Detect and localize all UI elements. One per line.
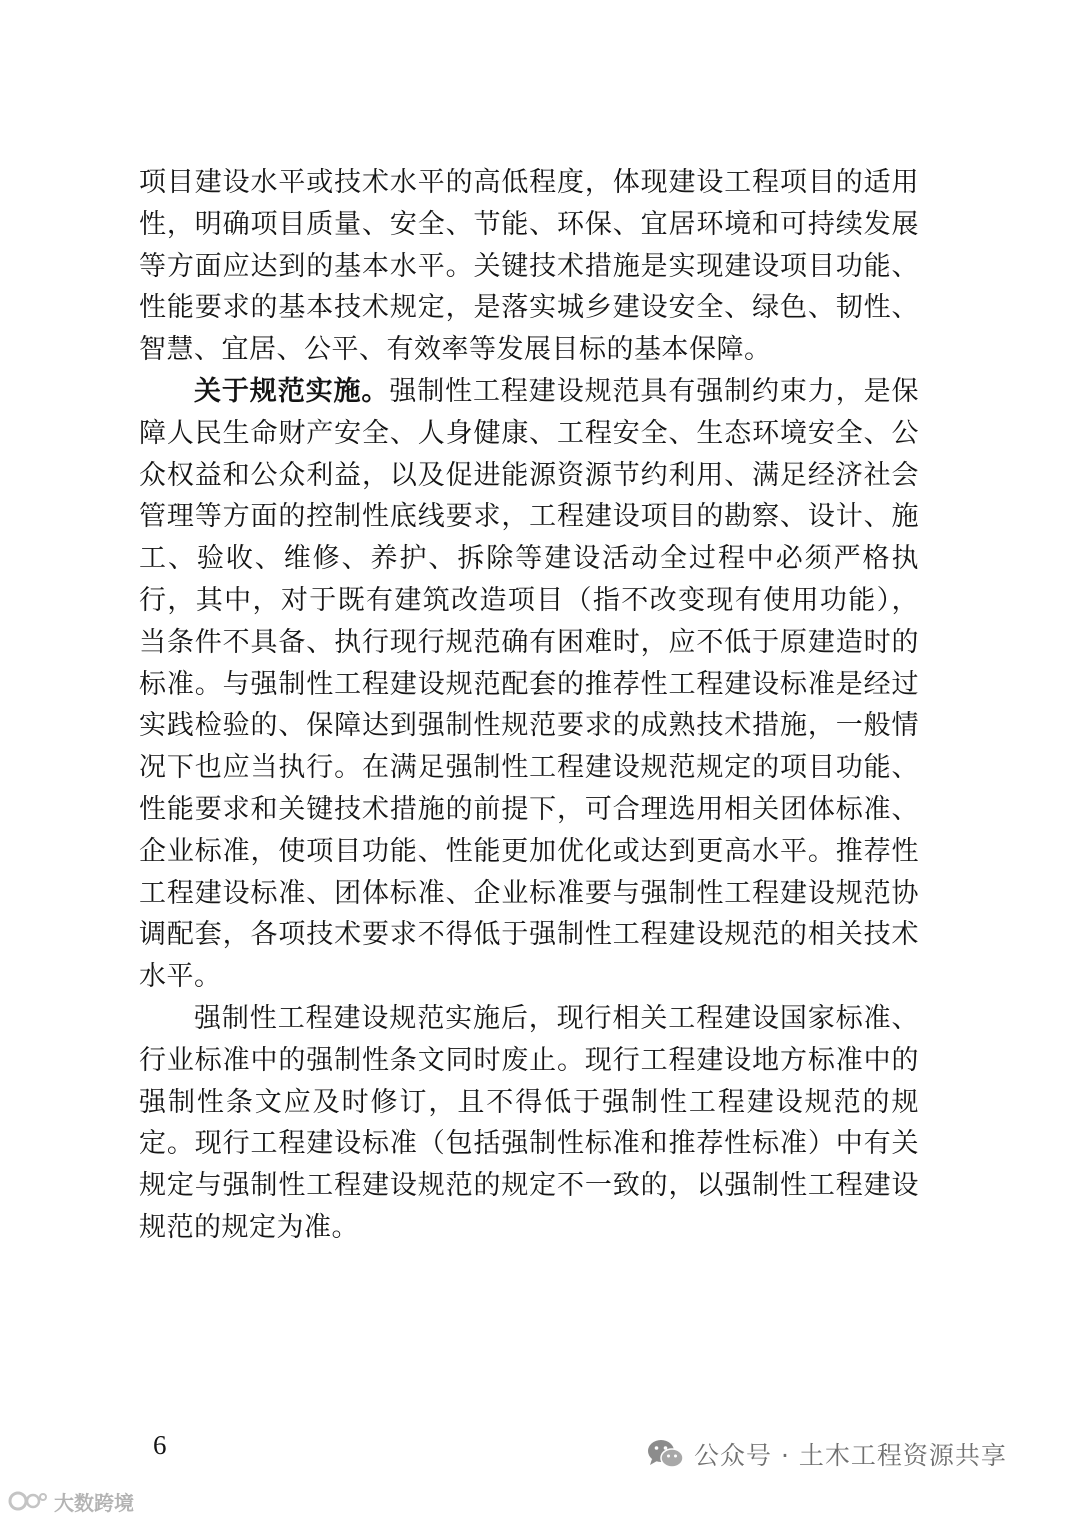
paragraph-2 (139, 371, 919, 998)
text-line: 障人民生命财产安全、人身健康、工程安全、生态环境安全、公 (139, 417, 919, 449)
text-line: 水平。 (139, 961, 222, 993)
section-heading: 关于规范实施。 (194, 376, 390, 407)
watermark-text: 公众号 · 土木工程资源共享 (694, 1441, 1007, 1470)
text-line: 工、验收、维修、养护、拆除等建设活动全过程中必须严格执 (139, 543, 919, 575)
text-line: 项目建设水平或技术水平的高低程度，体现建设工程项目的适用 (139, 167, 919, 198)
text-line: 标准。与强制性工程建设规范配套的推荐性工程建设标准是经过 (139, 668, 919, 700)
text-line: 性能要求和关键技术措施的前提下，可合理选用相关团体标准、 (139, 793, 919, 825)
text-line: 定。现行工程建设标准（包括强制性标准和推荐性标准）中有关 (139, 1128, 919, 1160)
brand-watermark (8, 1486, 134, 1516)
page-number: 6 (153, 1430, 167, 1460)
wechat-icon (646, 1438, 684, 1470)
text-line: 况下也应当执行。在满足强制性工程建设规范规定的项目功能、 (139, 752, 919, 784)
text-line: 调配套，各项技术要求不得低于强制性工程建设规范的相关技术 (139, 919, 919, 951)
text-line: 智慧、宜居、公平、有效率等发展目标的基本保障。 (139, 334, 772, 366)
text-line: 众权益和公众利益，以及促进能源资源节约利用、满足经济社会 (139, 459, 919, 491)
text-line: 性能要求的基本技术规定，是落实城乡建设安全、绿色、韧性、 (139, 292, 919, 324)
text-line: 性，明确项目质量、安全、节能、环保、宜居环境和可持续发展 (139, 208, 919, 240)
text-line: 规范的规定为准。 (139, 1211, 359, 1243)
text-line: 管理等方面的控制性底线要求，工程建设项目的勘察、设计、施 (139, 501, 919, 533)
text-line: 企业标准，使项目功能、性能更加优化或达到更高水平。推荐性 (139, 835, 919, 867)
paragraph-3 (139, 998, 919, 1249)
text-line: 行业标准中的强制性条文同时废止。现行工程建设地方标准中的 (139, 1044, 919, 1076)
text-line: 强制性条文应及时修订，且不得低于强制性工程建设规范的规 (139, 1086, 919, 1118)
text-line: 规定与强制性工程建设规范的规定不一致的，以强制性工程建设 (139, 1170, 919, 1202)
text-line: 等方面应达到的基本水平。关键技术措施是实现建设项目功能、 (139, 250, 919, 282)
logo-icon (8, 1488, 48, 1514)
paragraph-1 (139, 162, 919, 371)
wechat-watermark (646, 1434, 1007, 1474)
text-run: 强制性工程建设规范具有强制约束力，是保 (389, 376, 920, 407)
watermark-text: 大数跨境 (54, 1490, 134, 1515)
text-line: 工程建设标准、团体标准、企业标准要与强制性工程建设规范协 (139, 877, 919, 909)
text-line: 当条件不具备、执行现行规范确有困难时，应不低于原建造时的 (139, 626, 919, 658)
text-line: 强制性工程建设规范实施后，现行相关工程建设国家标准、 (194, 1003, 919, 1034)
text-line (139, 371, 919, 413)
text-line: 行，其中，对于既有建筑改造项目（指不改变现有使用功能）， (139, 584, 919, 616)
text-line: 实践检验的、保障达到强制性规范要求的成熟技术措施，一般情 (139, 710, 919, 742)
